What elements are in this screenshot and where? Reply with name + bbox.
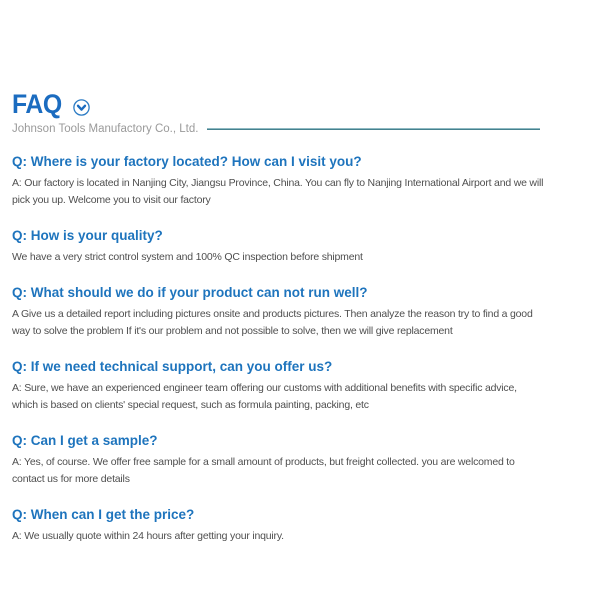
- faq-answer: We have a very strict control system and 100% QC inspection before shipment: [12, 251, 363, 263]
- header-divider: [207, 128, 540, 130]
- faq-answer: A: We usually quote within 24 hours after getting your inquiry.: [12, 530, 284, 542]
- faq-item-price: [12, 507, 544, 545]
- faq-question: Q: Where is your factory located? How can I visit you?: [12, 154, 362, 169]
- faq-answer: A: Our factory is located in Nanjing City, Jiangsu Province, China. You can fly to Nanjing International Airport and we will pick you up. Welcome you to visit our factory: [12, 177, 544, 206]
- faq-question: Q: Can I get a sample?: [12, 433, 158, 448]
- faq-list: [12, 154, 544, 545]
- faq-question: Q: How is your quality?: [12, 228, 163, 243]
- page-title: FAQ: [12, 88, 62, 119]
- faq-item-technical-support: [12, 359, 544, 414]
- faq-question: Q: If we need technical support, can you offer us?: [12, 359, 333, 374]
- faq-item-sample: [12, 433, 544, 488]
- faq-item-quality: [12, 228, 544, 266]
- faq-subtitle-row: [12, 123, 540, 135]
- faq-item-product-issue: [12, 285, 544, 340]
- faq-header: [12, 90, 544, 135]
- faq-answer: A Give us a detailed report including pictures onsite and products pictures. Then analyze the reason try to find a good way to solve the problem If it's our problem and not possible to solve, then we will give replacement: [12, 308, 533, 337]
- faq-answer: A: Sure, we have an experienced engineer team offering our customs with additional benefits with specific advice, which is based on clients' special request, such as formula painting, packing, etc: [12, 382, 517, 411]
- faq-title-row: [12, 90, 544, 118]
- faq-item-factory-location: [12, 154, 544, 209]
- faq-answer: A: Yes, of course. We offer free sample for a small amount of products, but freight collected. you are welcomed to contact us for more details: [12, 456, 515, 485]
- chevron-down-circle-icon[interactable]: [73, 99, 90, 116]
- faq-question: Q: When can I get the price?: [12, 507, 195, 522]
- faq-question: Q: What should we do if your product can not run well?: [12, 285, 368, 300]
- company-subtitle: Johnson Tools Manufactory Co., Ltd.: [12, 123, 199, 135]
- faq-content: [12, 90, 544, 545]
